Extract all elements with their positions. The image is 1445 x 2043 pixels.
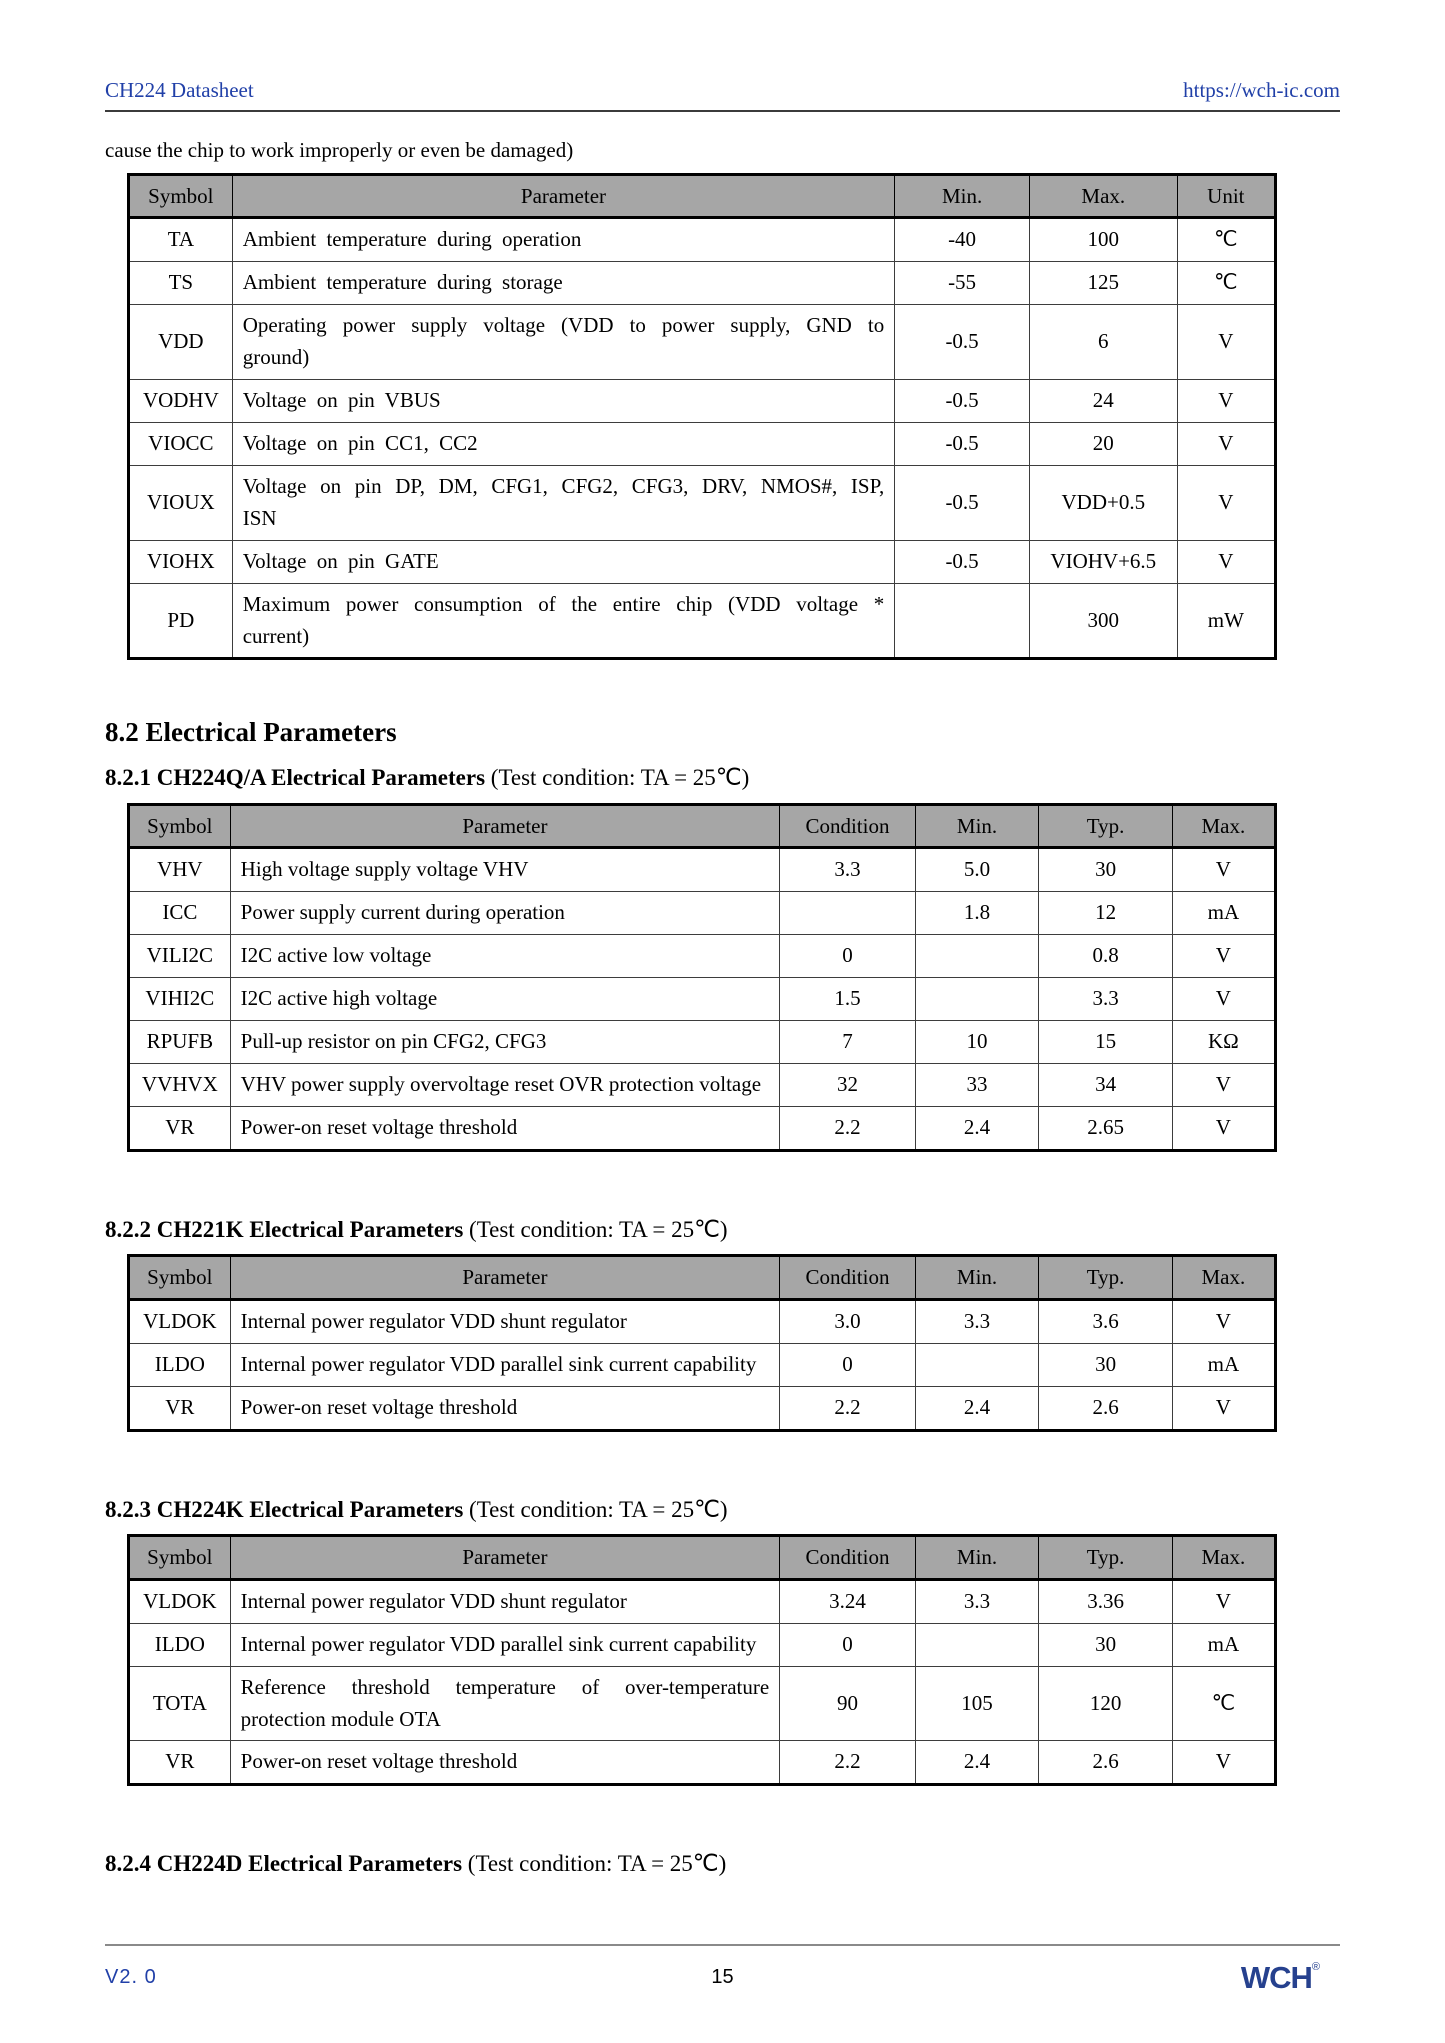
value-cell: 30 [1039, 1343, 1172, 1386]
symbol-cell: VIHI2C [129, 978, 231, 1021]
parameter-cell: Internal power regulator VDD shunt regulator [230, 1579, 780, 1623]
value-cell: 0 [780, 1623, 915, 1666]
table-row [129, 892, 1276, 935]
value-cell: 6 [1029, 305, 1177, 380]
value-cell [915, 1623, 1039, 1666]
value-cell: 34 [1039, 1063, 1172, 1106]
table-row [129, 1299, 1276, 1343]
registered-mark: ® [1311, 1961, 1320, 1973]
parameter-cell: Ambient temperature during storage [232, 262, 895, 305]
value-cell: V [1172, 1063, 1275, 1106]
parameter-cell: Voltage on pin CC1, CC2 [232, 422, 895, 465]
value-cell: 3.3 [915, 1579, 1039, 1623]
table-row [129, 1386, 1276, 1430]
value-cell: 12 [1039, 892, 1172, 935]
value-cell: 2.4 [915, 1386, 1039, 1430]
symbol-cell: ILDO [129, 1343, 231, 1386]
page-content [105, 138, 1340, 1889]
value-cell: V [1172, 978, 1275, 1021]
value-cell: 0 [780, 935, 915, 978]
value-cell: 0 [780, 1343, 915, 1386]
symbol-cell: PD [129, 583, 233, 659]
value-cell: 300 [1029, 583, 1177, 659]
table-row [129, 422, 1276, 465]
parameter-cell: Internal power regulator VDD parallel sink current capability [230, 1343, 780, 1386]
value-cell: mA [1172, 1623, 1275, 1666]
symbol-cell: VR [129, 1741, 231, 1785]
page-header [105, 78, 1340, 112]
symbol-cell: TA [129, 218, 233, 262]
parameter-cell: Power supply current during operation [230, 892, 780, 935]
symbol-cell: RPUFB [129, 1020, 231, 1063]
parameter-cell: Internal power regulator VDD shunt regulator [230, 1299, 780, 1343]
value-cell: 125 [1029, 262, 1177, 305]
parameter-cell: Voltage on pin GATE [232, 540, 895, 583]
value-cell [915, 978, 1039, 1021]
value-cell: 105 [915, 1666, 1039, 1741]
column-header: Max. [1029, 175, 1177, 218]
value-cell: 20 [1029, 422, 1177, 465]
symbol-cell: VDD [129, 305, 233, 380]
column-header: Max. [1172, 804, 1275, 847]
value-cell: V [1172, 848, 1275, 892]
value-cell: 33 [915, 1063, 1039, 1106]
value-cell: 2.65 [1039, 1106, 1172, 1150]
value-cell: 2.4 [915, 1106, 1039, 1150]
table-row [129, 848, 1276, 892]
heading-bold: 8.2.3 CH224K Electrical Parameters [105, 1496, 464, 1522]
table-row [129, 1343, 1276, 1386]
value-cell: 3.0 [780, 1299, 915, 1343]
value-cell: V [1177, 540, 1275, 583]
value-cell [915, 935, 1039, 978]
wch-logo-text: WCH [1240, 1960, 1312, 1995]
column-header: Typ. [1039, 1256, 1172, 1299]
heading-condition: (Test condition: TA = 25℃) [463, 1216, 728, 1242]
column-header: Min. [915, 1536, 1039, 1579]
value-cell: V [1177, 465, 1275, 540]
heading-bold: 8.2.4 CH224D Electrical Parameters [105, 1851, 463, 1877]
section-heading-ch224qa [105, 764, 1340, 793]
value-cell: 3.6 [1039, 1299, 1172, 1343]
ch224qa-electrical-parameters-table [127, 803, 1277, 1152]
column-header: Parameter [230, 1256, 780, 1299]
column-header: Max. [1172, 1256, 1275, 1299]
symbol-cell: VHV [129, 848, 231, 892]
column-header: Parameter [232, 175, 895, 218]
value-cell: KΩ [1172, 1020, 1275, 1063]
table-row [129, 1020, 1276, 1063]
heading-condition: (Test condition: TA = 25℃) [485, 765, 750, 791]
column-header: Symbol [129, 175, 233, 218]
symbol-cell: VR [129, 1386, 231, 1430]
wch-logo [1241, 1962, 1320, 1993]
page-number: 15 [711, 1966, 734, 1988]
column-header: Symbol [129, 1256, 231, 1299]
value-cell: 5.0 [915, 848, 1039, 892]
value-cell: mA [1172, 892, 1275, 935]
parameter-cell: I2C active high voltage [230, 978, 780, 1021]
column-header: Min. [915, 1256, 1039, 1299]
column-header: Min. [895, 175, 1030, 218]
value-cell: ℃ [1177, 262, 1275, 305]
value-cell: VIOHV+6.5 [1029, 540, 1177, 583]
column-header: Min. [915, 804, 1039, 847]
section-heading-ch224d [105, 1850, 1340, 1879]
parameter-cell: Pull-up resistor on pin CFG2, CFG3 [230, 1020, 780, 1063]
table-row [129, 978, 1276, 1021]
value-cell: -0.5 [895, 465, 1030, 540]
column-header: Parameter [230, 1536, 780, 1579]
header-link[interactable]: https://wch-ic.com [1183, 78, 1340, 102]
value-cell: mW [1177, 583, 1275, 659]
value-cell: 32 [780, 1063, 915, 1106]
column-header: Condition [780, 1536, 915, 1579]
value-cell: ℃ [1177, 218, 1275, 262]
value-cell: V [1172, 935, 1275, 978]
table-row [129, 1623, 1276, 1666]
parameter-cell: VHV power supply overvoltage reset OVR protection voltage [230, 1063, 780, 1106]
value-cell [780, 892, 915, 935]
value-cell: 3.24 [780, 1579, 915, 1623]
table-row [129, 1106, 1276, 1150]
symbol-cell: VLDOK [129, 1299, 231, 1343]
symbol-cell: VLDOK [129, 1579, 231, 1623]
symbol-cell: VVHVX [129, 1063, 231, 1106]
parameter-cell: Internal power regulator VDD parallel sink current capability [230, 1623, 780, 1666]
symbol-cell: ICC [129, 892, 231, 935]
symbol-cell: VILI2C [129, 935, 231, 978]
value-cell: -0.5 [895, 422, 1030, 465]
value-cell: 120 [1039, 1666, 1172, 1741]
column-header: Condition [780, 804, 915, 847]
heading-bold: 8.2.1 CH224Q/A Electrical Parameters [105, 765, 486, 791]
value-cell: V [1172, 1106, 1275, 1150]
value-cell: -55 [895, 262, 1030, 305]
section-heading-ch221k [105, 1216, 1340, 1245]
parameter-cell: Ambient temperature during operation [232, 218, 895, 262]
value-cell: 1.5 [780, 978, 915, 1021]
value-cell: 0.8 [1039, 935, 1172, 978]
symbol-cell: VR [129, 1106, 231, 1150]
column-header: Condition [780, 1256, 915, 1299]
version-label: V2. 0 [105, 1966, 157, 1988]
ch221k-electrical-parameters-table [127, 1254, 1277, 1431]
column-header: Max. [1172, 1536, 1275, 1579]
value-cell: 3.3 [1039, 978, 1172, 1021]
absolute-maximum-ratings-table [127, 173, 1277, 660]
symbol-cell: VIOHX [129, 540, 233, 583]
header-row [129, 175, 1276, 218]
value-cell: -0.5 [895, 305, 1030, 380]
table-row [129, 1741, 1276, 1785]
value-cell [915, 1343, 1039, 1386]
symbol-cell: VIOCC [129, 422, 233, 465]
table-row [129, 380, 1276, 423]
value-cell: 7 [780, 1020, 915, 1063]
symbol-cell: TOTA [129, 1666, 231, 1741]
parameter-cell: High voltage supply voltage VHV [230, 848, 780, 892]
heading-bold: 8.2.2 CH221K Electrical Parameters [105, 1216, 464, 1242]
table-row [129, 305, 1276, 380]
value-cell: 3.3 [915, 1299, 1039, 1343]
value-cell: 30 [1039, 1623, 1172, 1666]
table-row [129, 465, 1276, 540]
value-cell: V [1172, 1386, 1275, 1430]
value-cell: 2.2 [780, 1386, 915, 1430]
symbol-cell: ILDO [129, 1623, 231, 1666]
value-cell: 24 [1029, 380, 1177, 423]
table-row [129, 1666, 1276, 1741]
value-cell: 2.2 [780, 1106, 915, 1150]
value-cell: 3.36 [1039, 1579, 1172, 1623]
parameter-cell: Reference threshold temperature of over-temperature protection module OTA [230, 1666, 780, 1741]
heading-text: 8.2 Electrical Parameters [105, 717, 397, 748]
parameter-cell: I2C active low voltage [230, 935, 780, 978]
intro-text: cause the chip to work improperly or even be damaged) [105, 138, 574, 162]
header-row [129, 1256, 1276, 1299]
value-cell: 3.3 [780, 848, 915, 892]
ch224k-electrical-parameters-table [127, 1534, 1277, 1786]
value-cell: mA [1172, 1343, 1275, 1386]
value-cell: 10 [915, 1020, 1039, 1063]
value-cell: V [1172, 1579, 1275, 1623]
table-row [129, 540, 1276, 583]
value-cell: V [1172, 1299, 1275, 1343]
value-cell: 2.4 [915, 1741, 1039, 1785]
header-row [129, 1536, 1276, 1579]
value-cell: V [1177, 422, 1275, 465]
heading-condition: (Test condition: TA = 25℃) [462, 1851, 727, 1877]
symbol-cell: VIOUX [129, 465, 233, 540]
column-header: Typ. [1039, 804, 1172, 847]
value-cell: 2.6 [1039, 1386, 1172, 1430]
value-cell: VDD+0.5 [1029, 465, 1177, 540]
value-cell: 30 [1039, 848, 1172, 892]
column-header: Unit [1177, 175, 1275, 218]
section-heading-electrical-parameters [105, 716, 1340, 750]
table-row [129, 262, 1276, 305]
value-cell: 2.6 [1039, 1741, 1172, 1785]
value-cell: 2.2 [780, 1741, 915, 1785]
value-cell: V [1177, 380, 1275, 423]
value-cell: -0.5 [895, 540, 1030, 583]
parameter-cell: Maximum power consumption of the entire chip (VDD voltage * current) [232, 583, 895, 659]
parameter-cell: Power-on reset voltage threshold [230, 1386, 780, 1430]
column-header: Symbol [129, 1536, 231, 1579]
page-footer [105, 1944, 1340, 1993]
value-cell: -40 [895, 218, 1030, 262]
heading-condition: (Test condition: TA = 25℃) [463, 1496, 728, 1522]
value-cell: V [1177, 305, 1275, 380]
table-row [129, 583, 1276, 659]
parameter-cell: Power-on reset voltage threshold [230, 1741, 780, 1785]
table-row [129, 1063, 1276, 1106]
parameter-cell: Power-on reset voltage threshold [230, 1106, 780, 1150]
table-row [129, 935, 1276, 978]
column-header: Parameter [230, 804, 780, 847]
table-row [129, 1579, 1276, 1623]
value-cell: V [1172, 1741, 1275, 1785]
symbol-cell: TS [129, 262, 233, 305]
value-cell [895, 583, 1030, 659]
value-cell: -0.5 [895, 380, 1030, 423]
symbol-cell: VODHV [129, 380, 233, 423]
parameter-cell: Voltage on pin DP, DM, CFG1, CFG2, CFG3, DRV, NMOS#, ISP, ISN [232, 465, 895, 540]
section-heading-ch224k [105, 1496, 1340, 1525]
value-cell: ℃ [1172, 1666, 1275, 1741]
header-row [129, 804, 1276, 847]
parameter-cell: Operating power supply voltage (VDD to power supply, GND to ground) [232, 305, 895, 380]
value-cell: 15 [1039, 1020, 1172, 1063]
table-row [129, 218, 1276, 262]
column-header: Typ. [1039, 1536, 1172, 1579]
parameter-cell: Voltage on pin VBUS [232, 380, 895, 423]
value-cell: 1.8 [915, 892, 1039, 935]
column-header: Symbol [129, 804, 231, 847]
value-cell: 90 [780, 1666, 915, 1741]
doc-title: CH224 Datasheet [105, 78, 254, 102]
value-cell: 100 [1029, 218, 1177, 262]
